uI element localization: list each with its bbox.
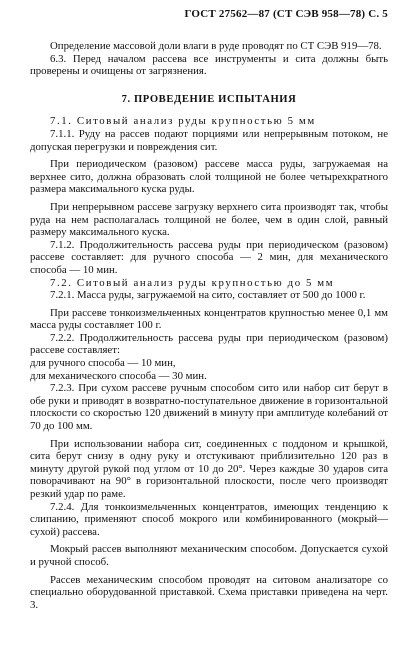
list-item: для механического способа — 30 мин. bbox=[30, 369, 207, 382]
paragraph: 7.2.4. Для тонкоизмельченных концентратов, имеющих тенденцию к слипанию, применяют способ мокрого или комбинированного (мокрый—сухой) рассева. bbox=[30, 500, 388, 538]
document-body bbox=[30, 40, 388, 611]
section-title: 7. ПРОВЕДЕНИЕ ИСПЫТАНИЯ bbox=[121, 93, 297, 105]
paragraph: 7.2.2. Продолжительность рассева руды при периодическом (разовом) рассеве составляет: bbox=[30, 331, 388, 357]
paragraph: Мокрый рассев выполняют механическим способом. Допускается сухой и ручной способ. bbox=[30, 543, 388, 568]
paragraph: 6.3. Перед началом рассева все инструменты и сита должны быть проверены и очищены от загрязнения. bbox=[30, 52, 388, 78]
subsection-title: 7.1. Ситовый анализ руды крупностью 5 мм bbox=[50, 115, 316, 128]
paragraph: При непрерывном рассеве загрузку верхнего сита производят так, чтобы руда на нем располагалась толщиной не более, чем в один слой, равный размеру максимального куска. bbox=[30, 200, 388, 239]
paragraph: 7.2.3. При сухом рассеве ручным способом сито или набор сит берут в обе руки и приводят в возвратно-поступательное движение в горизонтальной плоскости со скоростью 120 движений в минуту при амплитуде колебаний от 70 до 100 мм. bbox=[30, 382, 388, 433]
paragraph: При использовании набора сит, соединенных с поддоном и крышкой, сита берут снизу в одну руку и отстукивают приблизительно 120 раз в минуту другой рукой под углом от 10 до 20°. Через каждые 30 ударов сита поворачивают на 90° в горизонтальной плоскости, после чего производят резкий удар по раме. bbox=[30, 437, 388, 500]
list-item: для ручного способа — 10 мин, bbox=[30, 357, 176, 370]
paragraph: 7.1.2. Продолжительность рассева руды при периодическом (разовом) рассеве составляет: для ручного способа — 2 мин, для механического способа — 10 мин. bbox=[30, 238, 388, 276]
paragraph: Определение массовой доли влаги в руде проводят по СТ СЭВ 919—78. bbox=[50, 40, 382, 52]
paragraph: Рассев механическим способом проводят на ситовом анализаторе со специально оборудованной приставкой. Схема приставки приведена на черт. 3. bbox=[30, 573, 388, 611]
subsection-title: 7.2. Ситовый анализ руды крупностью до 5 мм bbox=[50, 276, 335, 289]
paragraph: 7.2.1. Масса руды, загружаемой на сито, составляет от 500 до 1000 г. bbox=[50, 289, 366, 302]
paragraph: 7.1.1. Руду на рассев подают порциями или непрерывным потоком, не допуская перегрузки и повреждения сит. bbox=[30, 127, 388, 153]
paragraph: При рассеве тонкоизмельченных концентратов крупностью менее 0,1 мм масса руды составляет 100 г. bbox=[30, 306, 388, 332]
paragraph: При периодическом (разовом) рассеве масса руды, загружаемая на верхнее сито, должна образовать слой толщиной не более четырехкратного размера максимального куска руды. bbox=[30, 158, 388, 196]
page-header: ГОСТ 27562—87 (СТ СЭВ 958—78) С. 5 bbox=[184, 8, 388, 20]
